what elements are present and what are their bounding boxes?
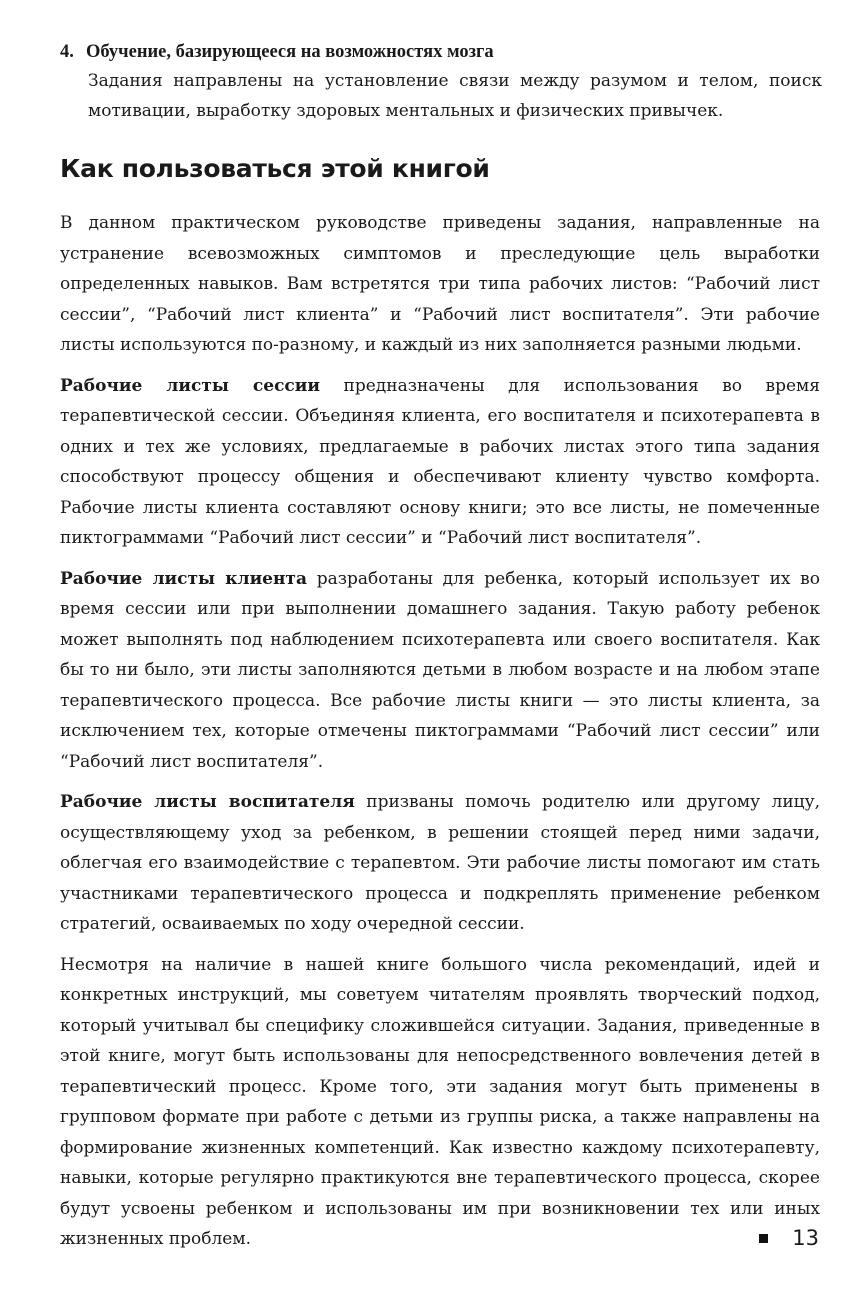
body-text — [60, 208, 820, 1265]
term-caregiver-worksheets: Рабочие листы воспитателя — [60, 792, 355, 812]
paragraph-client-worksheets-text: разработаны для ребенка, который использует их во время сессии или при выполнении домашнего задания. Такую работу ребенок может выполнять под наблюдением психотерапевта или своего воспитателя. Как бы то ни было, эти листы заполняются детьми в любом возрасте и на любом этапе терапевтического процесса. Все рабочие листы книги — это листы клиента, за исключением тех, которые отмечены пиктограммами “Рабочий лист сессии” или “Рабочий лист воспитателя”. — [60, 568, 820, 772]
list-item-heading — [60, 38, 822, 66]
list-item-heading-text: Обучение, базирующееся на возможностях мозга — [86, 42, 494, 62]
paragraph-session-worksheets-text: предназначены для использования во время терапевтической сессии. Объединяя клиента, его воспитателя и психотерапевта в одних и тех же условиях, предлагаемые в рабочих листах этого типа задания способствуют процессу общения и обеспечивают клиенту чувство комфорта. Рабочие листы клиента составляют основу книги; это все листы, не помеченные пиктограммами “Рабочий лист сессии” и “Рабочий лист воспитателя”. — [60, 375, 821, 548]
list-item-body: Задания направлены на установление связи между разумом и телом, поиск мотивации, выработку здоровых ментальных и физических привычек. — [88, 71, 822, 121]
paragraph-session-worksheets — [60, 371, 820, 554]
paragraph-caregiver-worksheets-text: призваны помочь родителю или другому лицу, осуществляющему уход за ребенком, в решении стоящей перед ними задачи, облегчая его взаимодействие с терапевтом. Эти рабочие листы помогают им стать участниками терапевтического процесса и подкреплять применение ребенком стратегий, осваиваемых по ходу очередной сессии. — [60, 792, 821, 934]
term-session-worksheets: Рабочие листы сессии — [60, 375, 321, 396]
paragraph-client-worksheets — [60, 564, 820, 778]
section-title: Как пользоваться этой книгой — [60, 154, 490, 183]
page-number: 13 — [792, 1226, 819, 1250]
paragraph-caregiver-worksheets — [60, 787, 820, 940]
paragraph-recommendations: Несмотря на наличие в нашей книге большого числа рекомендаций, идей и конкретных инструкций, мы советуем читателям проявлять творческий подход, который учитывал бы специфику сложившейся ситуации. Задания, приведенные в этой книге, могут быть использованы для непосредственного вовлечения детей в терапевтический процесс. Кроме того, эти задания могут быть применены в групповом формате при работе с детьми из группы риска, а также направлены на формирование жизненных компетенций. Как известно каждому психотерапевту, навыки, которые регулярно практикуются вне терапевтического процесса, скорее будут усвоены ребенком и использованы им при возникновении тех или иных жизненных проблем. — [60, 954, 820, 1249]
term-client-worksheets: Рабочие листы клиента — [60, 568, 307, 589]
numbered-list-item — [60, 38, 822, 126]
list-item-number: 4. — [60, 42, 74, 62]
page-footer — [759, 1226, 819, 1250]
square-bullet-icon — [759, 1234, 768, 1243]
paragraph-intro: В данном практическом руководстве приведены задания, направленные на устранение всевозможных симптомов и преследующие цель выработки определенных навыков. Вам встретятся три типа рабочих листов: “Рабочий лист сессии”, “Рабочий лист клиента” и “Рабочий лист воспитателя”. Эти рабочие листы используются по-разному, и каждый из них заполняется разными людьми. — [60, 213, 820, 355]
